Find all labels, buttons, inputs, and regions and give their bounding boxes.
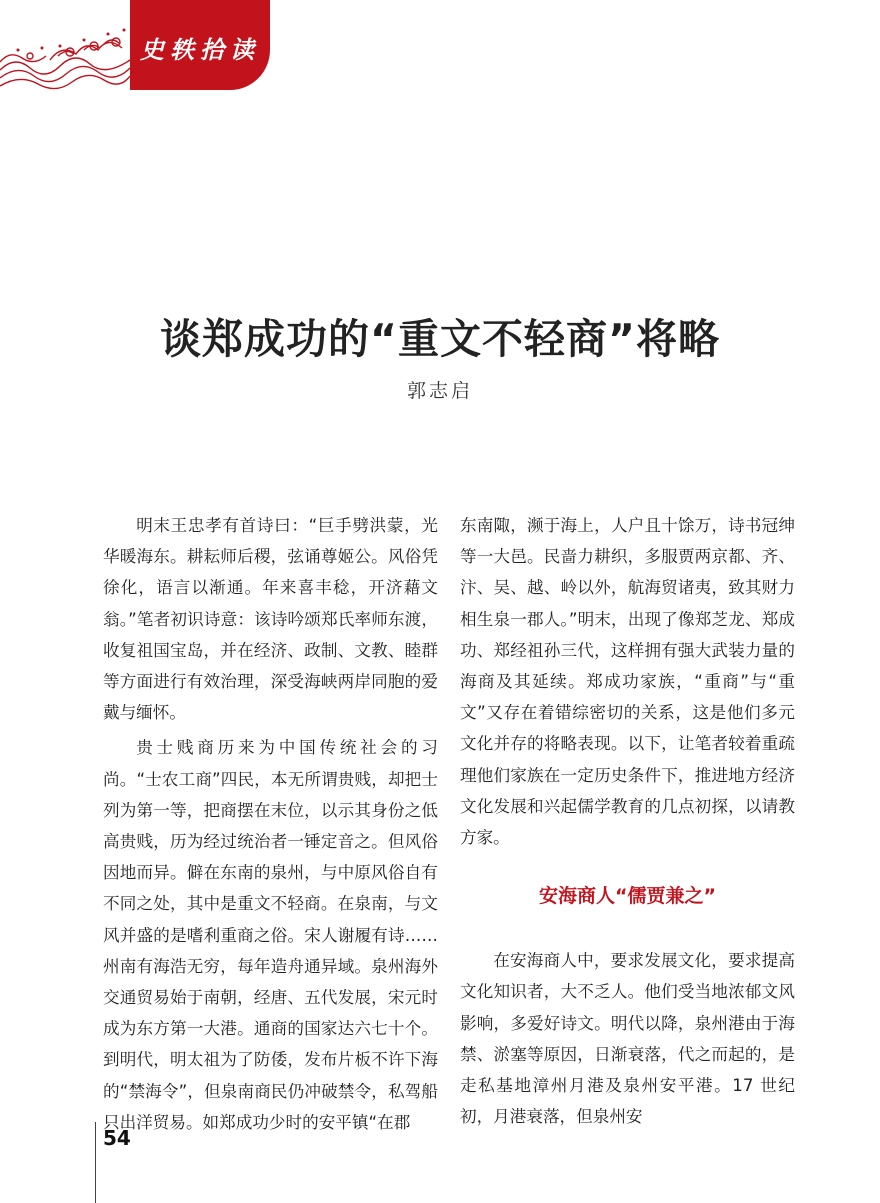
paragraph: 在安海商人中，要求发展文化，要求提高文化知识者，大不乏人。他们受当地浓郁文风影响，多爱好诗文。明代以降，泉州港由于海禁、淤塞等原因，日渐衰落，代之而起的，是走私基地漳州月港及泉州安平港。17 世纪初，月港衰落，但泉州安 — [460, 951, 795, 1127]
paragraph: 贵士贱商历来为中国传统社会的习尚。“士农工商”四民，本无所谓贵贱，却把士列为第一等，把商摆在末位，以示其身份之低高贵贱，历为经过统治者一锤定音之。但风俗因地而异。僻在东南的泉州，与中原风俗自有不同之处，其中是重文不轻商。在泉南，与文风并盛的是嗜利重商之俗。宋人谢履有诗……州南有海浩无穷，每年造舟通异域。泉州海外交通贸易始于南朝，经唐、五代发展，宋元时成为东方第一大港。通商的国家达六七十个。到明代，明太祖为了防倭，发布片板不许下海的“禁海令”，但泉南商民仍冲破禁令，私驾船只出洋贸易。如郑成功少时的安平镇“在郡 — [103, 738, 438, 1132]
page-number: 54 — [103, 1126, 131, 1150]
right-column — [460, 510, 795, 1136]
author-name: 郭志启 — [406, 380, 473, 402]
page-number-rule — [95, 1122, 96, 1203]
column-name: 史轶拾读 — [140, 34, 260, 64]
left-column — [103, 510, 438, 1142]
article-title: 谈郑成功的“重文不轻商”将略 — [160, 315, 720, 363]
section-heading: 安海商人“儒贾兼之” — [539, 885, 716, 908]
wave-pattern-decoration — [0, 0, 130, 92]
column-tab — [130, 0, 270, 90]
paragraph: 东南陬，濒于海上，人户且十馀万，诗书冠绅等一大邑。民啬力耕织，多服贾两京都、齐、汴、吴、越、岭以外，航海贸诸夷，致其财力相生泉一郡人。”明末，出现了像郑芝龙、郑成功、郑经祖孙三代，这样拥有强大武装力量的海商及其延续。郑成功家族，“重商”与“重文”又存在着错综密切的关系，这是他们多元文化并存的将略表现。以下，让笔者较着重疏理他们家族在一定历史条件下，推进地方经济文化发展和兴起儒学教育的几点初探，以请教方家。 — [460, 516, 795, 848]
paragraph: 明末王忠孝有首诗曰：“巨手劈洪蒙，光华暖海东。耕耘师后稷，弦诵尊姬公。风俗凭徐化，语言以渐通。年来喜丰稔，开济藉文翁。”笔者初识诗意：该诗吟颂郑氏率师东渡，收复祖国宝岛，并在经济、政制、文教、睦群等方面进行有效治理，深受海峡两岸同胞的爱戴与缅怀。 — [103, 516, 438, 723]
